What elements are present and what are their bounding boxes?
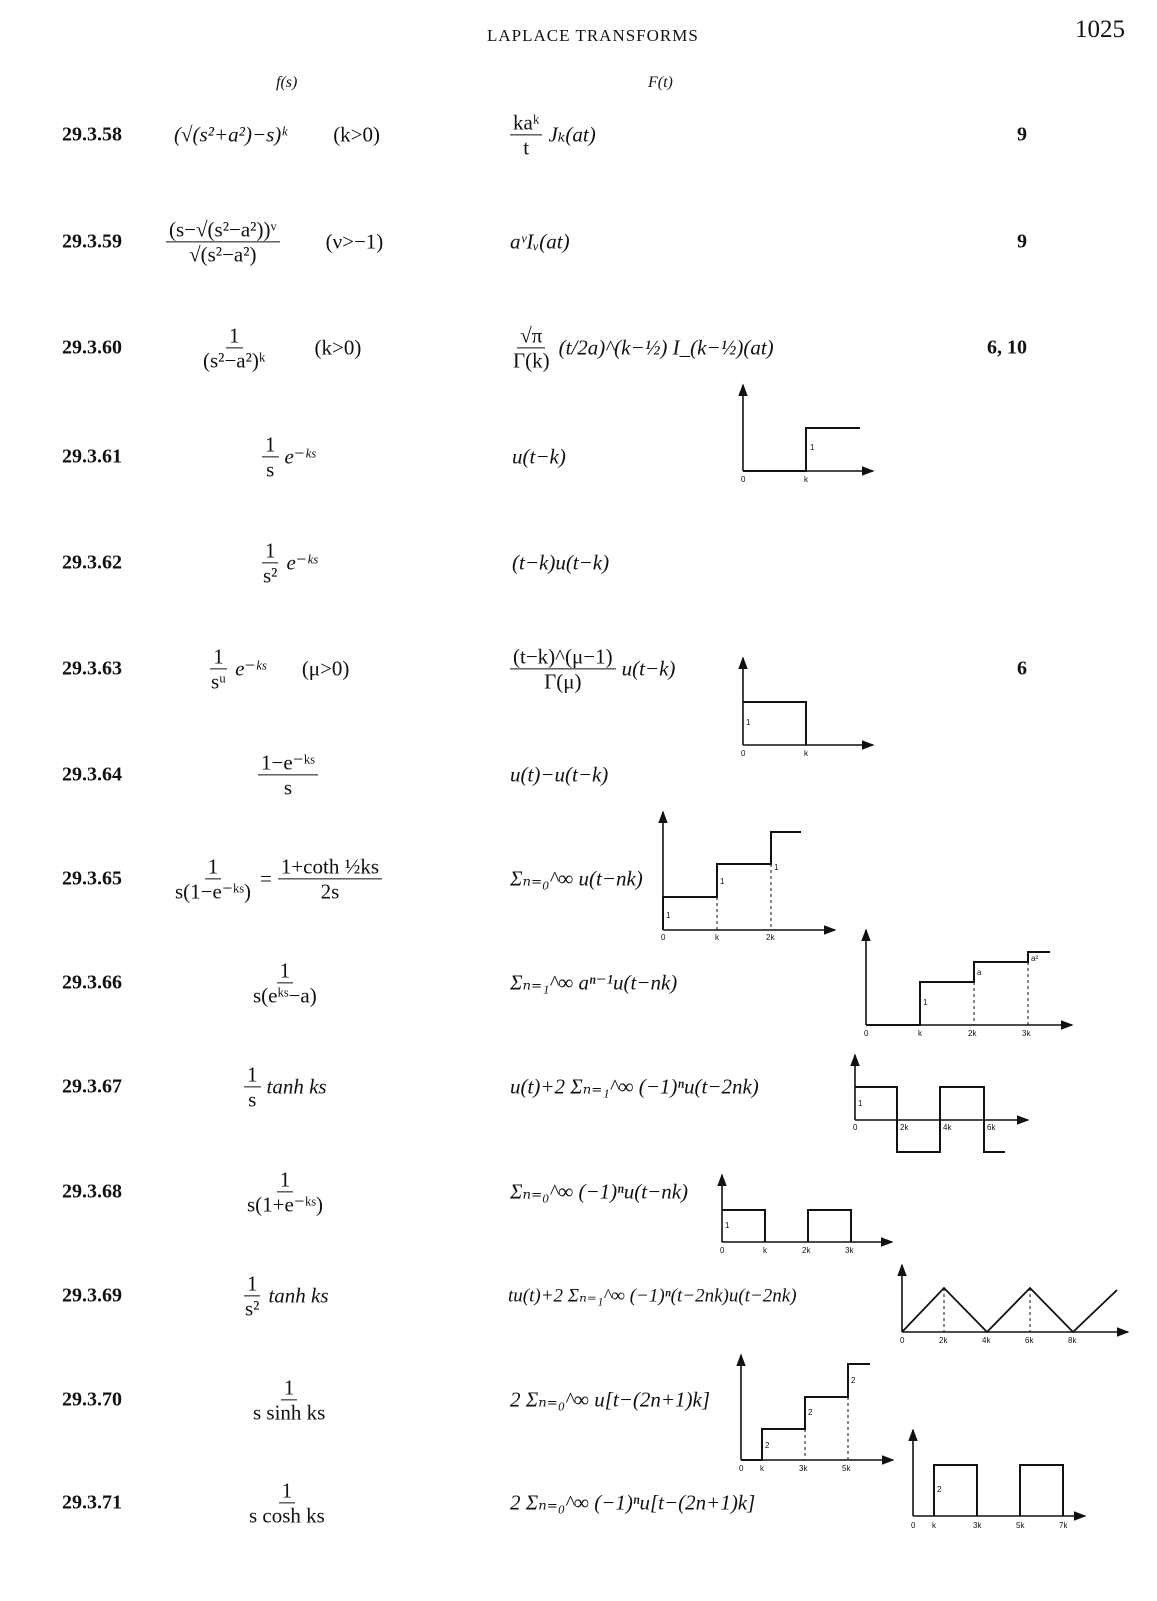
denominator: s(eᵏˢ−a): [253, 983, 317, 1008]
formula-number: 29.3.71: [62, 1491, 122, 1514]
denominator: √(s²−a²): [189, 242, 257, 267]
formula-number: 29.3.62: [62, 551, 122, 574]
condition: (ν>−1): [325, 229, 384, 254]
f-text: e⁻ᵏˢ: [286, 550, 318, 575]
tick-label: k: [760, 1464, 764, 1473]
denominator: s(1+e⁻ᵏˢ): [247, 1192, 323, 1217]
F-text: u(t−k): [512, 444, 566, 469]
denominator: s: [283, 775, 293, 800]
tick-label: k: [932, 1521, 936, 1530]
formula-number: 29.3.66: [62, 971, 122, 994]
denominator: s sinh ks: [253, 1400, 326, 1425]
F-text: (t/2a)^(k−½) I_(k−½)(at): [558, 335, 774, 360]
tick-label: 4k: [943, 1123, 952, 1132]
tick-label: 0: [739, 1464, 744, 1473]
step-label: 1: [666, 911, 671, 920]
denominator: s cosh ks: [249, 1503, 325, 1528]
numerator: 1: [205, 854, 222, 879]
F-text: 2 Σₙ₌₀^∞ (−1)ⁿu[t−(2n+1)k]: [510, 1490, 756, 1515]
graph-odd-staircase: [741, 1355, 893, 1460]
numerator: 1: [262, 432, 279, 457]
step-label: 1: [720, 877, 725, 886]
step-label: 2: [808, 1408, 813, 1417]
tick-label: 0: [741, 475, 746, 484]
F-text: u(t−k): [621, 656, 676, 681]
f-text: tanh ks: [266, 1074, 327, 1099]
formula-number: 29.3.63: [62, 657, 122, 680]
denominator: s²: [263, 563, 278, 588]
tick-label: 0: [853, 1123, 858, 1132]
graph-pulse-train: [722, 1175, 892, 1242]
tick-label: 3k: [799, 1464, 808, 1473]
tick-label: 0: [864, 1029, 869, 1038]
F-text: (t−k)u(t−k): [512, 550, 610, 575]
F-text: Σₙ₌₁^∞ aⁿ⁻¹u(t−nk): [510, 970, 678, 995]
reference: 9: [1017, 230, 1027, 253]
formula-number: 29.3.69: [62, 1284, 122, 1307]
F-text: Σₙ₌₀^∞ u(t−nk): [510, 866, 643, 891]
numerator: 1: [244, 1062, 261, 1087]
numerator: (s−√(s²−a²))ᵛ: [166, 217, 280, 242]
tick-label: 2k: [939, 1336, 948, 1345]
tick-label: k: [804, 749, 808, 758]
formula-number: 29.3.70: [62, 1388, 122, 1411]
tick-label: 3k: [845, 1246, 854, 1255]
page-number: 1025: [1075, 16, 1125, 43]
formula-number: 29.3.68: [62, 1180, 122, 1203]
numerator: 1: [279, 1478, 296, 1503]
reference: 6: [1017, 657, 1027, 680]
step-label: 2: [937, 1485, 942, 1494]
condition: (μ>0): [301, 656, 350, 681]
reference: 9: [1017, 123, 1027, 146]
F-text: u(t)−u(t−k): [510, 762, 609, 787]
graph-square-wave: [855, 1055, 1028, 1152]
denominator: Γ(k): [513, 348, 550, 373]
formula-number: 29.3.67: [62, 1075, 122, 1098]
graph-pulse: [743, 658, 873, 745]
equals-sign: =: [260, 866, 272, 891]
numerator: (t−k)^(μ−1): [510, 644, 616, 669]
numerator: 1: [262, 538, 279, 563]
step-label: 1: [725, 1221, 730, 1230]
condition: (k>0): [333, 122, 381, 147]
running-header: LAPLACE TRANSFORMS: [487, 26, 699, 45]
denominator: s: [248, 1087, 257, 1112]
reference: 6, 10: [987, 336, 1027, 359]
graph-labels: [661, 443, 1077, 1530]
tick-label: 2k: [900, 1123, 909, 1132]
step-label: 2: [765, 1441, 770, 1450]
step-label: a²: [1031, 954, 1039, 963]
formula-number: 29.3.64: [62, 763, 122, 786]
formula-number: 29.3.61: [62, 445, 122, 468]
denominator: Γ(μ): [544, 669, 582, 694]
step-label: 1: [858, 1099, 863, 1108]
column-header-F: F(t): [648, 74, 673, 91]
formula-number: 29.3.59: [62, 230, 122, 253]
tick-label: 4k: [982, 1336, 991, 1345]
tick-label: 0: [900, 1336, 905, 1345]
numerator: 1: [281, 1375, 298, 1400]
tick-label: 5k: [842, 1464, 851, 1473]
F-text: u(t)+2 Σₙ₌₁^∞ (−1)ⁿu(t−2nk): [510, 1074, 759, 1099]
denominator: s(1−e⁻ᵏˢ): [175, 879, 251, 904]
step-label: 1: [746, 718, 751, 727]
tick-label: 0: [720, 1246, 725, 1255]
tick-label: 8k: [1068, 1336, 1077, 1345]
step-label: 1: [810, 443, 815, 452]
numerator: √π: [517, 323, 545, 348]
tick-label: k: [763, 1246, 767, 1255]
F-text: 2 Σₙ₌₀^∞ u[t−(2n+1)k]: [510, 1387, 711, 1412]
f-text: e⁻ᵏˢ: [284, 444, 316, 469]
tick-label: k: [804, 475, 808, 484]
tick-label: 0: [661, 933, 666, 942]
numerator: 1: [244, 1271, 261, 1296]
tick-label: 6k: [987, 1123, 996, 1132]
tick-label: 7k: [1059, 1521, 1068, 1530]
F-text: Σₙ₌₀^∞ (−1)ⁿu(t−nk): [510, 1179, 689, 1204]
f-text: e⁻ᵏˢ: [235, 656, 266, 681]
tick-label: 3k: [1022, 1029, 1031, 1038]
graph-odd-pulse-train: [913, 1430, 1085, 1516]
condition: (k>0): [314, 335, 362, 360]
denominator: sᵘ: [211, 669, 227, 694]
denominator: (s²−a²)ᵏ: [203, 348, 266, 373]
numerator: 1−e⁻ᵏˢ: [258, 750, 318, 775]
tick-label: k: [715, 933, 719, 942]
F-text: Jₖ(at): [548, 122, 596, 147]
denominator: s: [266, 457, 275, 482]
step-label: 1: [923, 998, 928, 1007]
formula-number: 29.3.65: [62, 867, 122, 890]
numerator: 1: [210, 644, 227, 669]
numerator: 1: [226, 323, 243, 348]
step-label: 1: [774, 863, 779, 872]
F-text: tu(t)+2 Σₙ₌₁^∞ (−1)ⁿ(t−2nk)u(t−2nk): [508, 1285, 797, 1307]
step-label: a: [977, 968, 982, 977]
formula-number: 29.3.58: [62, 123, 122, 146]
tick-label: 3k: [973, 1521, 982, 1530]
tick-label: 0: [911, 1521, 916, 1530]
tick-label: k: [918, 1029, 922, 1038]
numerator: 1+coth ½ks: [278, 854, 382, 879]
f-text: (√(s²+a²)−s)ᵏ: [174, 122, 288, 147]
denominator: s²: [245, 1296, 260, 1321]
denominator: t: [523, 135, 530, 160]
formula-number: 29.3.60: [62, 336, 122, 359]
denominator: 2s: [320, 879, 340, 904]
tick-label: 5k: [1016, 1521, 1025, 1530]
graph-staircase: [663, 812, 835, 930]
tick-label: 6k: [1025, 1336, 1034, 1345]
tick-label: 2k: [802, 1246, 811, 1255]
tick-label: 2k: [766, 933, 775, 942]
column-header-f: f(s): [276, 74, 298, 91]
graph-geometric-staircase: [866, 930, 1072, 1025]
numerator: 1: [277, 958, 294, 983]
graph-triangle-wave: [902, 1265, 1128, 1332]
F-text: aᵛIᵥ(at): [510, 229, 570, 254]
graph-unit-step: [743, 385, 873, 471]
numerator: 1: [277, 1167, 294, 1192]
tick-label: 0: [741, 749, 746, 758]
f-text: tanh ks: [268, 1283, 329, 1308]
numerator: kaᵏ: [510, 110, 542, 135]
tick-label: 2k: [968, 1029, 977, 1038]
step-label: 2: [851, 1376, 856, 1385]
